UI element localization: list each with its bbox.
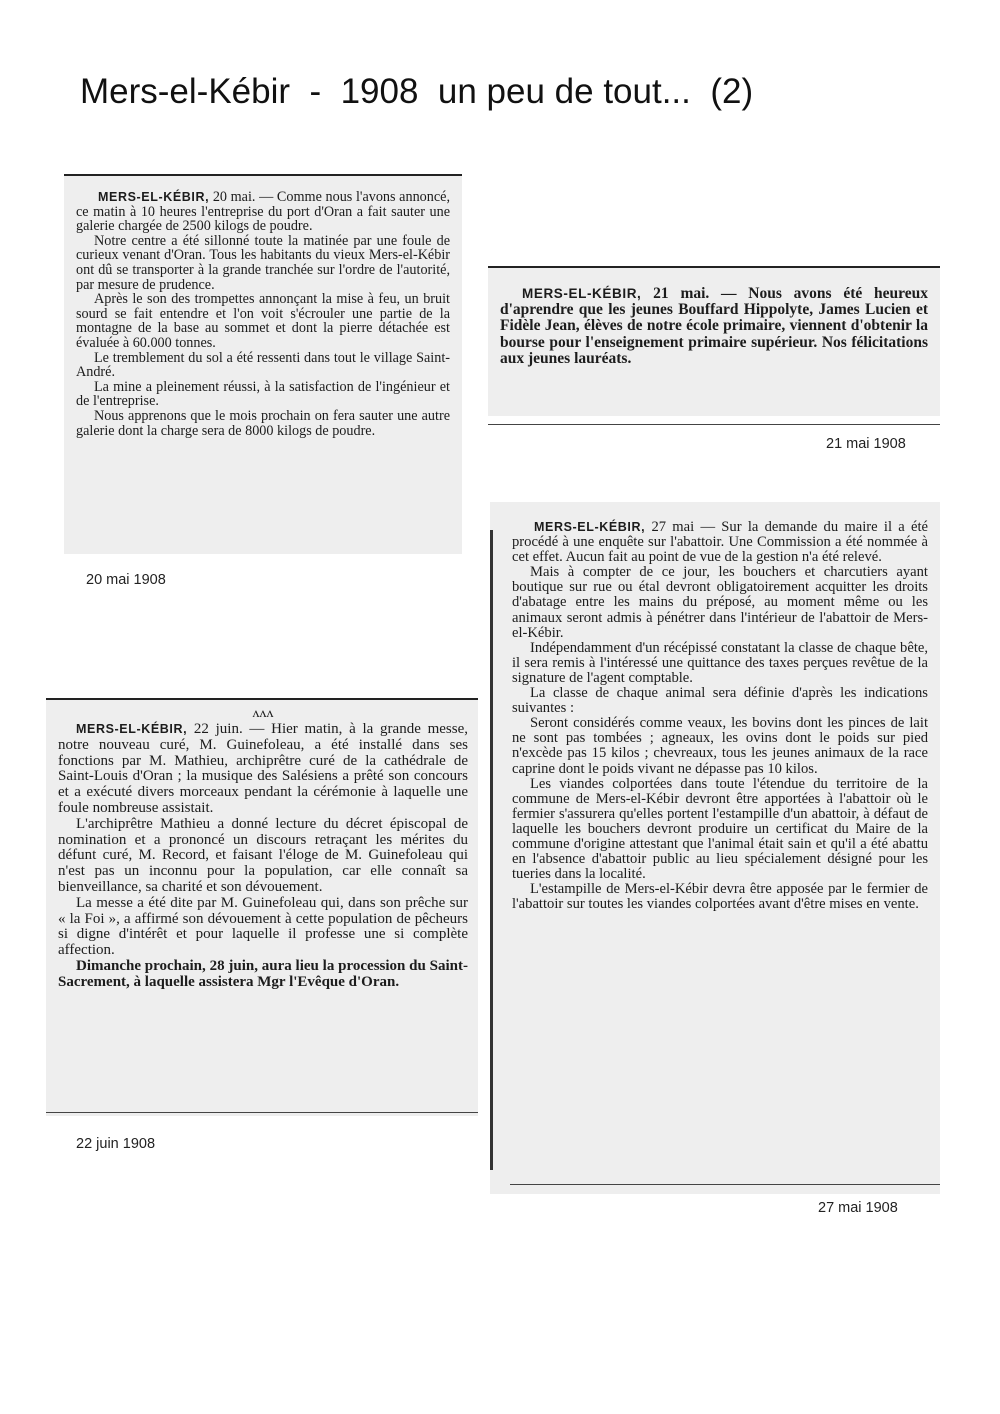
clipping-27-mai [490,502,940,1194]
clipping-21-mai [488,268,940,416]
clipping-20-mai [64,174,462,554]
article-text: 20 mai. — Comme nous l'avons annoncé, ce matin à 10 heures l'entreprise du port d'Oran a fait sauter une galerie chargée de 2500 kilogs de poudre. [76,189,450,235]
article-paragraph: L'archiprêtre Mathieu a donné lecture du décret épiscopal de nomination et a prononcé un discours retraçant les mérites du défunt curé, M. Record, et faisant l'éloge de M. Guinefoleau qui n'est pas un inconnu pour la population, car elle connaît sa bienveillance, sa charité et son dévouement. [58,815,468,895]
article-paragraph: Notre centre a été sillonné toute la matinée par une foule de curieux venant d'Oran. Tous les habitants du vieux Mers-el-Kébir ont dû se transporter à la grande tranchée sur l'ordre de l'autorité, par mesure de prudence. [76,232,450,293]
article-text: 27 mai — Sur la demande du maire il a été procédé à une enquête sur l'abattoir. Une Commission a été nommée à cet effet. Aucun fait au point de vue de la gestion n'a été relevé. [512,519,928,566]
article-paragraph [76,190,450,234]
clipping-22-juin [46,700,478,1116]
dateline: MERS-EL-KÉBIR, [522,286,642,301]
page-title: Mers-el-Kébir - 1908 un peu de tout... (2) [80,72,754,111]
article-paragraph: Le tremblement du sol a été ressenti dans tout le village Saint-André. [76,349,450,381]
divider-rule [510,1184,940,1185]
article-paragraph: La classe de chaque animal sera définie d'après les indications suivantes : [512,685,928,717]
article-paragraph: L'estampille de Mers-el-Kébir devra être apposée par le fermier de l'abattoir sur toutes les viandes colportées avant d'être mises en vente. [512,881,928,913]
divider-rule [46,1112,478,1113]
article-paragraph: Les viandes colportées dans toute l'étendue du territoire de la commune de Mers-el-Kébir devront être apportées à l'abattoir où le fermier s'assurera qu'elles portent l'estampille d'un abattoir, à défaut de laquelle les bouchers devront produire un certificat du Maire de la commune d'origine attestant que l'animal était sain et qu'il a été abattu en l'absence d'abattoir public au lieu spécialement désigné pour les tueries dans la localité. [512,775,928,883]
caption-27-mai: 27 mai 1908 [818,1200,898,1216]
caption-22-juin: 22 juin 1908 [76,1136,156,1152]
caption-21-mai: 21 mai 1908 [826,436,906,452]
article-paragraph: Mais à compter de ce jour, les bouchers et charcutiers ayant boutique sur rue ou étal devront obligatoirement acquitter les droits d'abatage entre les mains du préposé, au moment même ou les animaux seront admis à pénétrer dans l'intérieur de l'abattoir de Mers-el-Kébir. [512,564,928,641]
ornament-icon: ᴧᴧᴧ [252,706,274,721]
article-paragraph: Dimanche prochain, 28 juin, aura lieu la procession du Saint-Sacrement, à laquelle assistera Mgr l'Evêque d'Oran. [58,957,468,990]
column-rule [490,530,493,1170]
caption-20-mai: 20 mai 1908 [86,572,166,588]
article-paragraph: La messe a été dite par M. Guinefoleau qui, dans son prêche sur « la Foi », a affirmé son dévouement à cette population de pêcheurs si digne d'intérêt et pour laquelle il professe une si complète affection. [58,894,468,959]
article-paragraph [500,286,928,367]
article-paragraph [512,520,928,565]
article-text: 22 juin. — Hier matin, à la grande messe, notre nouveau curé, M. Guinefoleau, a été installé dans ses fonctions par M. Mathieu, archiprêtre curé de la cathédrale de Saint-Louis d'Oran ; la musique des Salésiens a prêté son concours et a exécuté divers morceaux pendant la cérémonie à laquelle une foule nombreuse assistait. [58,721,468,816]
divider-rule [488,424,940,425]
article-paragraph [58,722,468,817]
article-paragraph: Seront considérés comme veaux, les bovins dont les pinces de lait ne sont pas tombées ; agneaux, les ovins dont le poids sur pied n'excède pas 15 kilos ; chevreaux, tous les jeunes animaux de la race caprine dont le poids vivant ne dépasse pas 10 kilos. [512,715,928,777]
article-paragraph: Indépendamment d'un récépissé constatant la classe de chaque bête, il sera remis à l'intéressé une quittance des taxes perçues revêtue de la signature de l'agent comptable. [512,639,928,686]
dateline: MERS-EL-KÉBIR, [98,190,210,204]
dateline: MERS-EL-KÉBIR, [534,520,646,534]
article-paragraph: Après le son des trompettes annonçant la mise à feu, un bruit sourd se fait entendre et l'on voit s'écrouler une partie de la montagne de la base au sommet et dont la pierre détachée est évaluée à 60.000 tonnes. [76,291,450,351]
article-text: 21 mai. — Nous avons été heureux d'aprendre que les jeunes Bouffard Hippolyte, James Lucien et Fidèle Jean, élèves de notre école primaire, viennent d'obtenir la bourse pour l'enseignement primaire supérieur. Nos félicitations aux jeunes lauréats. [500,285,928,367]
dateline: MERS-EL-KÉBIR, [76,722,188,736]
article-paragraph: Nous apprenons que le mois prochain on fera sauter une autre galerie dont la charge sera de 8000 kilogs de poudre. [76,407,450,439]
article-paragraph: La mine a pleinement réussi, à la satisfaction de l'ingénieur et de l'entreprise. [76,378,450,410]
